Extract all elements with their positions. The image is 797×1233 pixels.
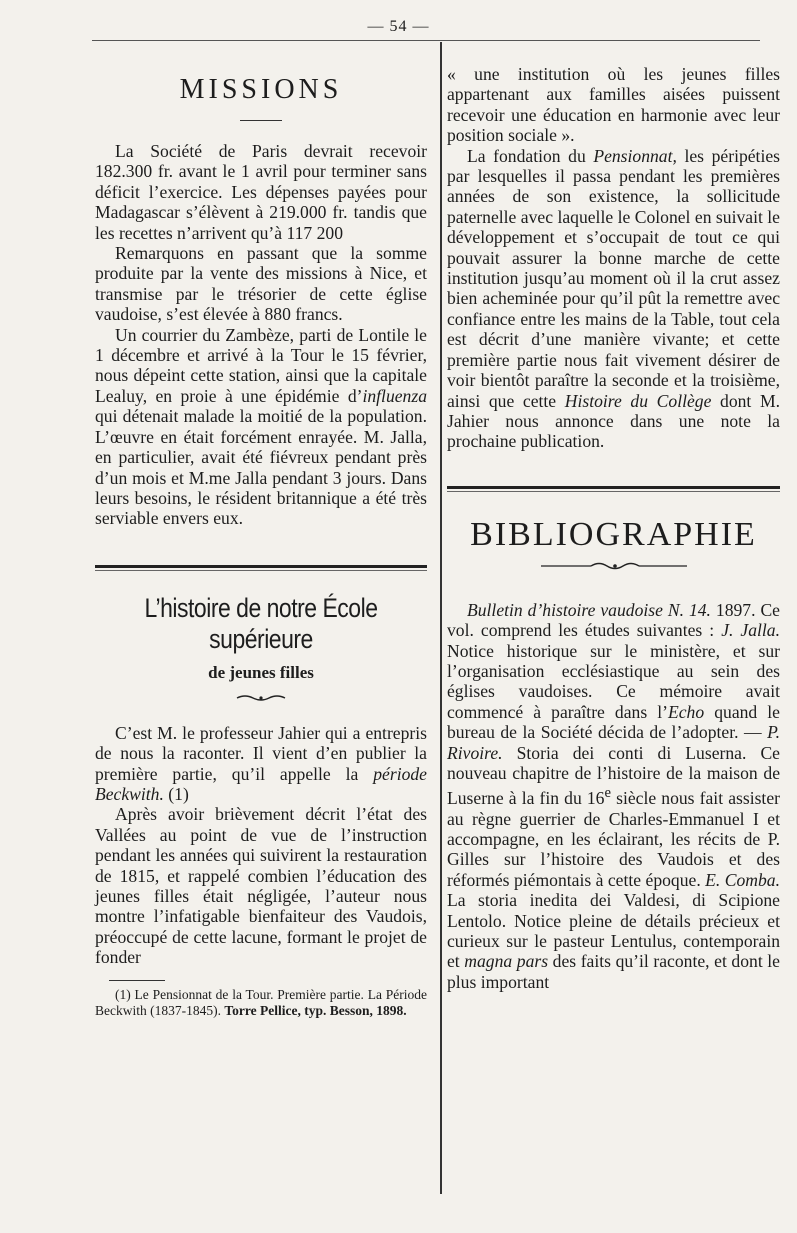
section-separator-right [447,486,780,492]
title-rule [240,120,282,121]
ornament-icon [539,560,689,572]
ecole-paragraph-2: Après avoir brièvement décrit l’état des Vallées au point de vue de l’instruction pendant les années qui suivirent la restauration de 1815, et rappelé combien l’éducation des jeunes filles était négligée, l’auteur nous montre l’infatigable bienfaiteur des Vaudois, préoccupé de cette lacune, formant le projet de fonder [95,804,427,968]
missions-paragraph-1: La Société de Paris devrait recevoir 182.300 fr. avant le 1 avril pour terminer sans déficit l’exercice. Les dépenses payées pour Madagascar s’élèvent à 219.000 fr. tandis que les recettes n’arrivent qu’à 117 200 [95,141,427,243]
ecole-paragraph-1: C’est M. le professeur Jahier qui a entrepris de nous la raconter. Il vient d’en publier la première partie, qu’il appelle la période Beckwith. (1) [95,722,427,804]
missions-title: MISSIONS [179,74,343,105]
footnote-rule [109,980,165,981]
column-divider [440,42,442,1194]
missions-paragraph-2: Remarquons en passant que la somme produite par la vente des missions à Nice, et transmise par le trésorier de cette église vaudoise, s’est élevée à 880 francs. [95,243,427,325]
footnote: (1) Le Pensionnat de la Tour. Première partie. La Période Beckwith (1837-1845). Torre Pellice, typ. Besson, 1898. [95,986,427,1018]
ecole-continuation: « une institution où les jeunes filles appartenant aux familles aisées puissent recevoir une éducation en harmonie avec leur position sociale ». [447,64,780,146]
page-number: — 54 — [367,18,430,35]
missions-paragraph-3: Un courrier du Zambèze, parti de Lontile le 1 décembre et arrivé à la Tour le 15 février, nous dépeint cette station, ainsi que la capitale Lealuy, en proie à une épidémie d’influenza qui détenait malade la moitié de la population. L’œuvre en était forcément enrayée. M. Jalla, en particulier, avait été fiévreux pendant près d’un mois et M.me Jalla pendant 3 jours. Dans leurs besoins, le résident britannique a été très serviable envers eux. [95,324,427,529]
bibliographie-paragraph: Bulletin d’histoire vaudoise N. 14. 1897. Ce vol. comprend les études suivantes : J. Jalla. Notice historique sur le ministère, et sur l’organisation ecclésiastique au sein des églises vaudoises. Ce mémoire avait commencé à paraître dans l’Echo quand le bureau de la Société décida de l’adopter. — P. Rivoire. Storia dei conti di Luserna. Ce nouveau chapitre de l’histoire de la maison de Luserne à la fin du 16e siècle nous fait assister au règne guerrier de Charles-Emmanuel I et accompagne, en les éclairant, les récits de P. Gilles sur l’histoire des Vaudois et des réformés piémontais à cette époque. E. Comba. La storia inedita dei Valdesi, di Scipione Lentolo. Notice pleine de détails précieux et curieux sur le pasteur Lentulus, contemporain et magna pars des faits qu’il raconte, et dont le plus important [447,599,780,992]
right-column [447,64,780,992]
ecole-subtitle: de jeunes filles [208,662,314,682]
header-rule [92,40,760,41]
left-column [95,64,427,1019]
bibliographie-title: BIBLIOGRAPHIE [470,515,757,553]
ecole-title: L’histoire de notre École supérieure [144,592,378,654]
ornament-icon [235,693,287,703]
pensionnat-paragraph: La fondation du Pensionnat, les péripéties par lesquelles il passa pendant les premières années de son existence, la sollicitude paternelle avec laquelle le Colonel en suivait le développement et s’occupait de tout ce qui pouvait assurer la bonne marche de cette institution jusqu’au moment où il la crut assez bien acheminée pour qu’il pût la remettre avec confiance entre les mains de la Table, tout cela est décrit d’une manière vivante; et cette première partie nous fait vivement désirer de voir bientôt paraître la seconde et la troisième, ainsi que cette Histoire du Collège dont M. Jahier nous annonce dans une note la prochaine publication. [447,145,780,452]
section-separator [95,565,427,571]
